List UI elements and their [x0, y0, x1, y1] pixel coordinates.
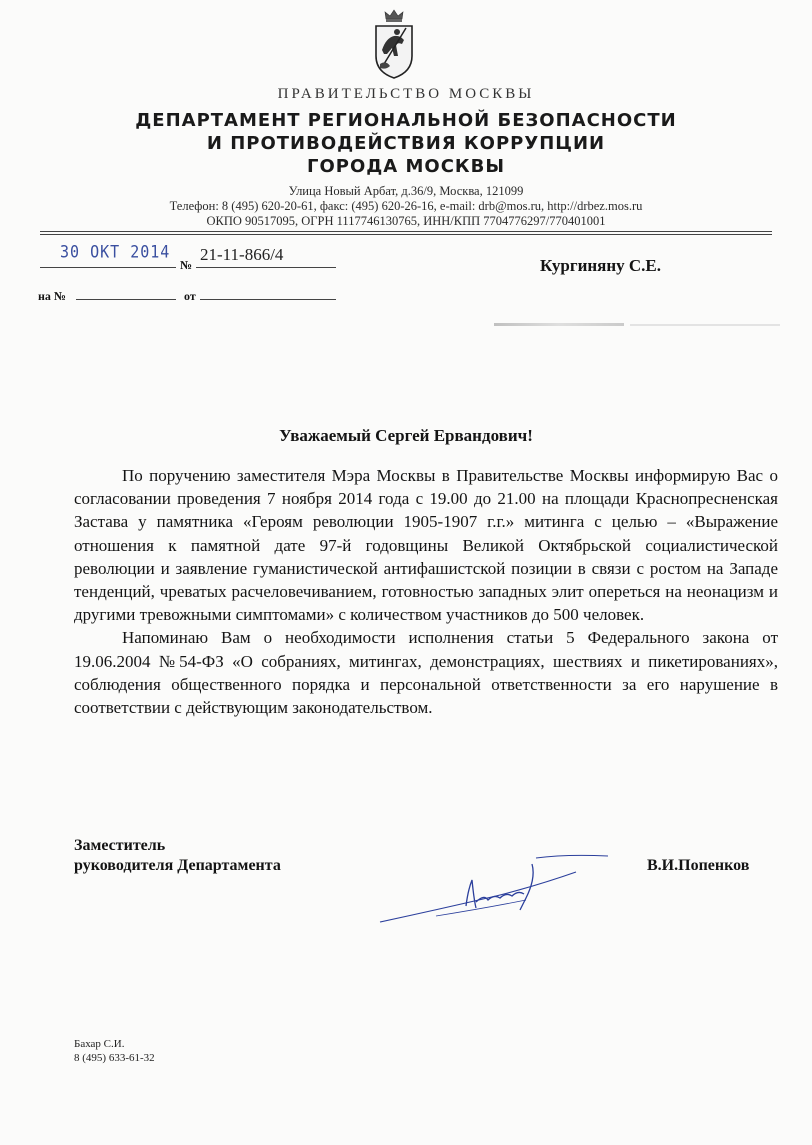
executor-phone: 8 (495) 633-61-32: [74, 1052, 155, 1064]
date-underline: [40, 267, 176, 268]
department-codes: ОКПО 90517095, ОГРН 1117746130765, ИНН/КПП 7704776297/770401001: [206, 214, 606, 228]
signatory-title-line1: Заместитель: [74, 837, 166, 854]
number-underline: [196, 267, 336, 268]
addressee: Кургиняну С.Е.: [540, 256, 662, 275]
government-name: ПРАВИТЕЛЬСТВО МОСКВЫ: [277, 86, 535, 102]
letter-body: [74, 464, 778, 719]
number-sign: №: [180, 258, 193, 272]
salutation: Уважаемый Сергей Ервандович!: [279, 426, 533, 445]
signatory-title-line2: руководителя Департамента: [74, 857, 281, 874]
department-contacts: Телефон: 8 (495) 620-20-61, факс: (495) 620-26-16, e-mail: drb@mos.ru, http://drbez.mos.ru: [169, 199, 643, 213]
body-paragraph-2: Напоминаю Вам о необходимости исполнения статьи 5 Федерального закона от 19.06.2004 №54-ФЗ «О собраниях, митингах, демонстрациях, шествиях и пикетированиях», соблюдения общественного порядка и персональной ответственности за его нарушение в соответствии с действующим законодательством.: [74, 628, 778, 718]
reference-label: на №: [38, 289, 66, 303]
body-paragraph-1: По поручению заместителя Мэра Москвы в Правительстве Москвы информирую Вас о согласовании проведения 7 ноября 2014 года с 19.00 до 21.00 на площади Краснопресненская Застава у памятника «Героям революции 1905-1907 г.г.» митинга с целью – «Выражение отношения к памятной дате 97-й годовщины Великой Октябрьской социалистической революции и заявление гуманистической антифашистской позиции в связи с ростом на Западе тенденций, чреватых расчеловечиванием, готовностью западных элит опереться на неонацизм и другими тревожными симптомами» с количеством участников до 500 человек.: [74, 466, 778, 625]
registration-number: 21-11-866/4: [200, 245, 284, 264]
handwritten-signature-icon: [376, 850, 616, 930]
scan-smudge: [494, 323, 624, 326]
reference-underline: [76, 299, 176, 300]
moscow-coat-of-arms-icon: [372, 8, 416, 80]
signatory-name: В.И.Попенков: [647, 857, 750, 874]
executor-name: Бахар С.И.: [74, 1038, 125, 1050]
department-address: Улица Новый Арбат, д.36/9, Москва, 121099: [288, 184, 524, 198]
scan-smudge-secondary: [630, 324, 780, 326]
department-name-line1: ДЕПАРТАМЕНТ РЕГИОНАЛЬНОЙ БЕЗОПАСНОСТИ: [135, 110, 677, 131]
from-underline: [200, 299, 336, 300]
department-name-line3: ГОРОДА МОСКВЫ: [306, 156, 505, 177]
header-divider: [40, 231, 772, 232]
header-divider-secondary: [40, 234, 772, 235]
date-stamp: 30 ОКТ 2014: [60, 242, 171, 262]
department-name-line2: И ПРОТИВОДЕЙСТВИЯ КОРРУПЦИИ: [206, 133, 606, 154]
from-label: от: [184, 289, 196, 303]
